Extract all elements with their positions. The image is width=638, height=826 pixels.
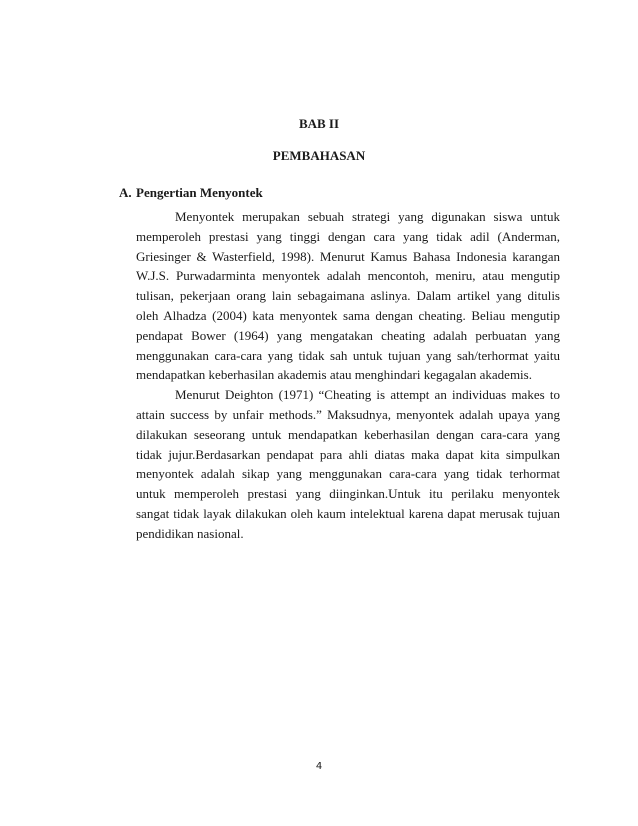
chapter-title: PEMBAHASAN bbox=[272, 148, 366, 163]
section-title: Pengertian Menyontek bbox=[136, 185, 263, 200]
section-heading bbox=[119, 185, 263, 201]
section-number: A. bbox=[119, 185, 132, 200]
paragraph-2: Menurut Deighton (1971) “Cheating is attempt an individuas makes to attain success by unfair methods.” Maksudnya, menyontek adalah upaya yang dilakukan seseorang untuk mendapatkan keberhasilan dengan cara-cara yang tidak jujur.Berdasarkan pendapat para ahli diatas maka dapat kita simpulkan menyontek adalah sikap yang menggunakan cara-cara yang tidak terhormat untuk memperoleh prestasi yang diinginkan.Untuk itu perilaku menyontek sangat tidak layak dilakukan oleh kaum intelektual karena dapat merusak tujuan pendidikan nasional. bbox=[136, 387, 560, 541]
page-number: 4 bbox=[315, 761, 323, 772]
chapter-label: BAB II bbox=[298, 116, 340, 131]
body-text bbox=[136, 207, 560, 544]
paragraph-1: Menyontek merupakan sebuah strategi yang digunakan siswa untuk memperoleh prestasi yang tinggi dengan cara yang tidak adil (Anderman, Griesinger & Wasterfield, 1998). Menurut Kamus Bahasa Indonesia karangan W.J.S. Purwadarminta menyontek adalah mencontoh, meniru, atau mengutip tulisan, pekerjaan orang lain sebagaimana aslinya. Dalam artikel yang ditulis oleh Alhadza (2004) kata menyontek sama dengan cheating. Beliau mengutip pendapat Bower (1964) yang mengatakan cheating adalah perbuatan yang menggunakan cara-cara yang tidak sah untuk tujuan yang sah/terhormat yaitu mendapatkan keberhasilan akademis atau menghindari kegagalan akademis. bbox=[136, 209, 560, 383]
